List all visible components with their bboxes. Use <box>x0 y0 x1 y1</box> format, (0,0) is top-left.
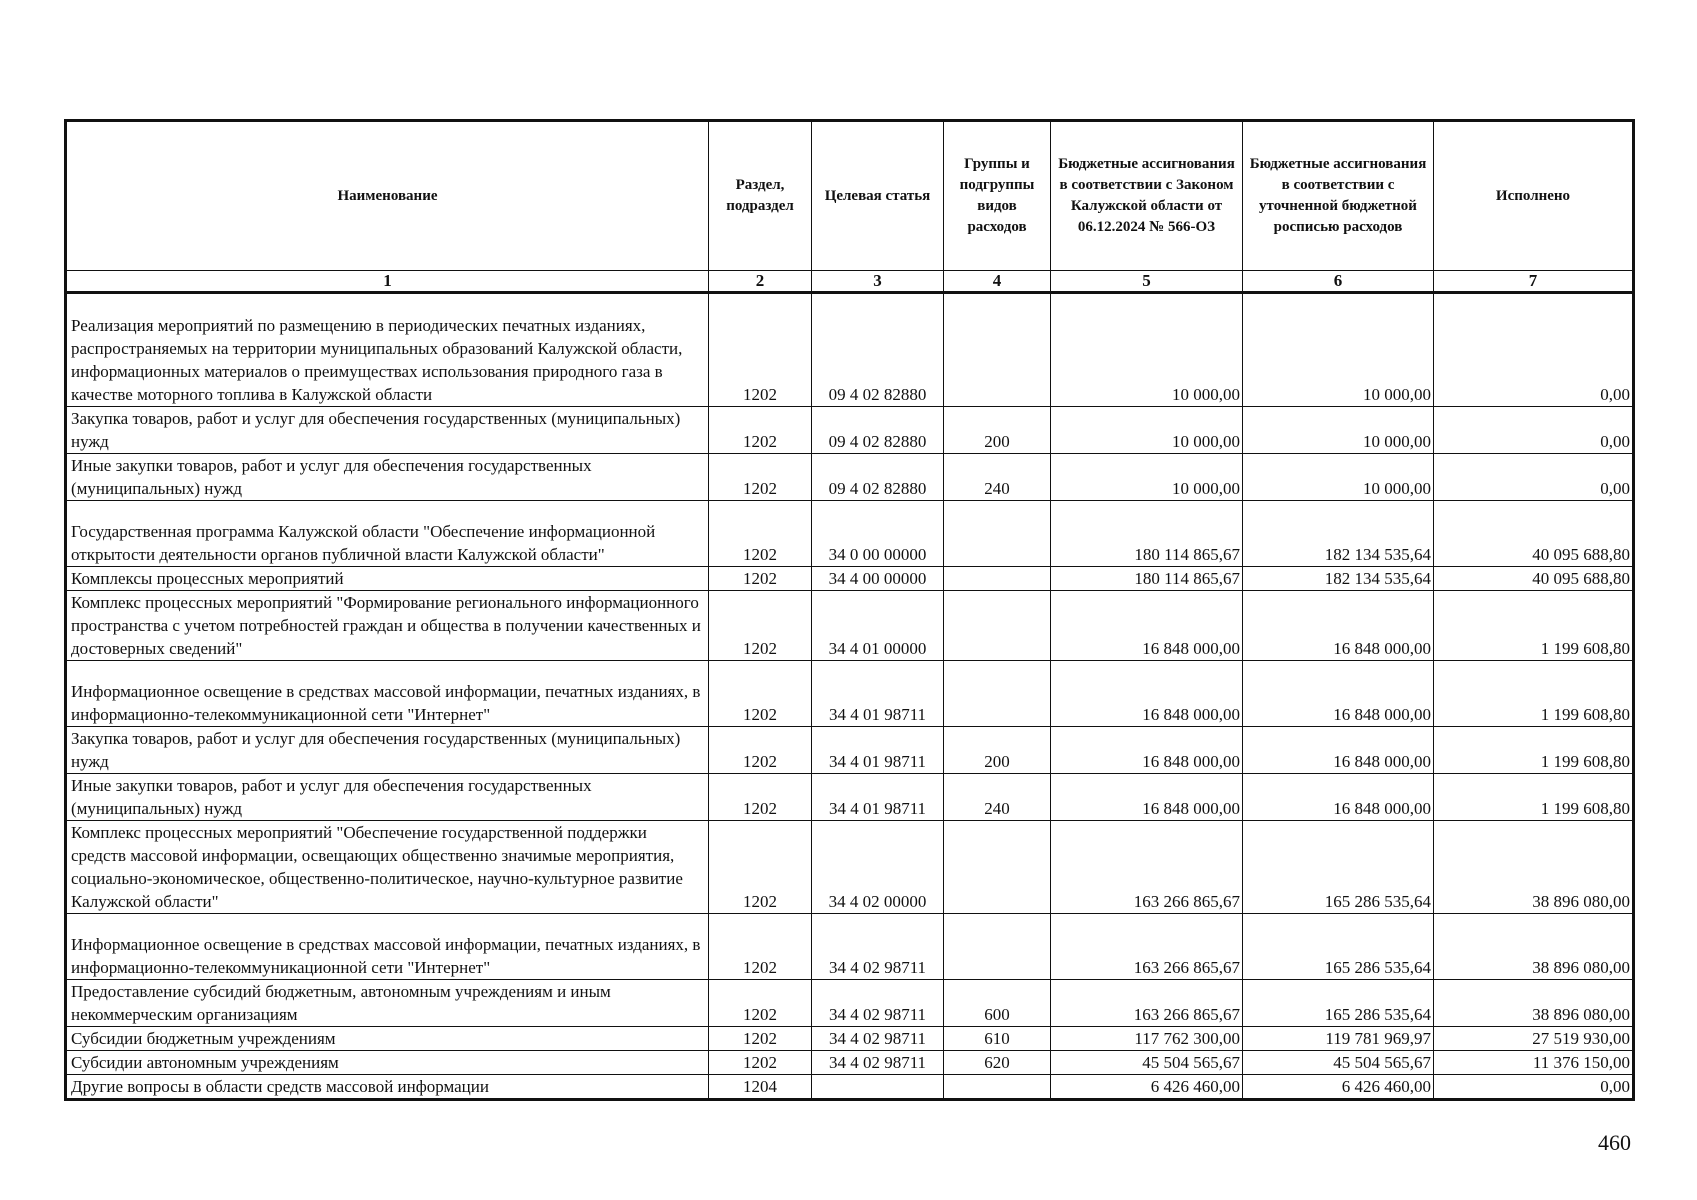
table-row <box>66 727 1634 774</box>
cell-article: 34 0 00 00000 <box>812 501 944 567</box>
cell-section: 1202 <box>709 407 812 454</box>
cell-refined-allocation: 119 781 969,97 <box>1243 1027 1434 1051</box>
cell-refined-allocation: 165 286 535,64 <box>1243 980 1434 1027</box>
cell-executed: 0,00 <box>1434 407 1634 454</box>
cell-law-allocation: 117 762 300,00 <box>1051 1027 1243 1051</box>
header-article: Целевая статья <box>812 121 944 271</box>
cell-executed: 1 199 608,80 <box>1434 727 1634 774</box>
cell-law-allocation: 16 848 000,00 <box>1051 591 1243 661</box>
table-row <box>66 980 1634 1027</box>
cell-group <box>944 914 1051 980</box>
cell-name: Комплекс процессных мероприятий "Обеспечение государственной поддержки средств массовой информации, освещающих общественно значимые мероприятия, социально-экономическое, общественно-политическое, научно-культурное развитие Калужской области" <box>66 821 709 914</box>
column-number: 7 <box>1434 271 1634 293</box>
cell-law-allocation: 180 114 865,67 <box>1051 501 1243 567</box>
cell-name: Другие вопросы в области средств массовой информации <box>66 1075 709 1100</box>
cell-article: 34 4 02 98711 <box>812 1051 944 1075</box>
cell-name: Закупка товаров, работ и услуг для обеспечения государственных (муниципальных) нужд <box>66 727 709 774</box>
cell-law-allocation: 10 000,00 <box>1051 407 1243 454</box>
cell-executed: 1 199 608,80 <box>1434 774 1634 821</box>
cell-law-allocation: 16 848 000,00 <box>1051 727 1243 774</box>
cell-law-allocation: 10 000,00 <box>1051 293 1243 407</box>
cell-refined-allocation: 16 848 000,00 <box>1243 661 1434 727</box>
cell-executed: 1 199 608,80 <box>1434 591 1634 661</box>
cell-refined-allocation: 10 000,00 <box>1243 293 1434 407</box>
header-executed: Исполнено <box>1434 121 1634 271</box>
cell-law-allocation: 163 266 865,67 <box>1051 980 1243 1027</box>
cell-section: 1202 <box>709 1051 812 1075</box>
table-row <box>66 591 1634 661</box>
cell-group: 240 <box>944 774 1051 821</box>
header-refined-allocation: Бюджетные ассигнования в соответствии с уточненной бюджетной росписью расходов <box>1243 121 1434 271</box>
cell-section: 1202 <box>709 567 812 591</box>
cell-refined-allocation: 16 848 000,00 <box>1243 774 1434 821</box>
cell-article: 34 4 00 00000 <box>812 567 944 591</box>
cell-group <box>944 501 1051 567</box>
cell-law-allocation: 10 000,00 <box>1051 454 1243 501</box>
cell-group: 600 <box>944 980 1051 1027</box>
cell-name: Иные закупки товаров, работ и услуг для обеспечения государственных (муниципальных) нужд <box>66 774 709 821</box>
column-number-row <box>66 271 1634 293</box>
cell-name: Комплекс процессных мероприятий "Формирование регионального информационного пространства с учетом потребностей граждан и общества в получении качественных и достоверных сведений" <box>66 591 709 661</box>
cell-refined-allocation: 165 286 535,64 <box>1243 914 1434 980</box>
cell-section: 1202 <box>709 454 812 501</box>
cell-executed: 0,00 <box>1434 293 1634 407</box>
cell-section: 1202 <box>709 1027 812 1051</box>
header-group: Группы и подгруппы видов расходов <box>944 121 1051 271</box>
cell-name: Субсидии автономным учреждениям <box>66 1051 709 1075</box>
column-number: 1 <box>66 271 709 293</box>
cell-group: 610 <box>944 1027 1051 1051</box>
cell-law-allocation: 163 266 865,67 <box>1051 821 1243 914</box>
cell-executed: 38 896 080,00 <box>1434 821 1634 914</box>
cell-name: Предоставление субсидий бюджетным, автономным учреждениям и иным некоммерческим организациям <box>66 980 709 1027</box>
column-number: 6 <box>1243 271 1434 293</box>
cell-law-allocation: 16 848 000,00 <box>1051 774 1243 821</box>
cell-executed: 0,00 <box>1434 454 1634 501</box>
column-number: 5 <box>1051 271 1243 293</box>
table-row <box>66 774 1634 821</box>
cell-refined-allocation: 10 000,00 <box>1243 454 1434 501</box>
column-number: 2 <box>709 271 812 293</box>
cell-executed: 40 095 688,80 <box>1434 501 1634 567</box>
table-body <box>66 293 1634 1100</box>
cell-name: Субсидии бюджетным учреждениям <box>66 1027 709 1051</box>
cell-name: Государственная программа Калужской области "Обеспечение информационной открытости деятельности органов публичной власти Калужской области" <box>66 501 709 567</box>
cell-section: 1202 <box>709 727 812 774</box>
cell-law-allocation: 180 114 865,67 <box>1051 567 1243 591</box>
cell-name: Информационное освещение в средствах массовой информации, печатных изданиях, в информационно-телекоммуникационной сети "Интернет" <box>66 914 709 980</box>
cell-refined-allocation: 6 426 460,00 <box>1243 1075 1434 1100</box>
cell-article: 34 4 01 00000 <box>812 591 944 661</box>
cell-section: 1204 <box>709 1075 812 1100</box>
header-law-allocation: Бюджетные ассигнования в соответствии с Законом Калужской области от 06.12.2024 № 566-ОЗ <box>1051 121 1243 271</box>
cell-name: Закупка товаров, работ и услуг для обеспечения государственных (муниципальных) нужд <box>66 407 709 454</box>
cell-group <box>944 661 1051 727</box>
cell-name: Информационное освещение в средствах массовой информации, печатных изданиях, в информационно-телекоммуникационной сети "Интернет" <box>66 661 709 727</box>
cell-group: 200 <box>944 407 1051 454</box>
table-row <box>66 914 1634 980</box>
cell-section: 1202 <box>709 501 812 567</box>
cell-group: 620 <box>944 1051 1051 1075</box>
cell-article: 34 4 01 98711 <box>812 774 944 821</box>
header-section: Раздел, подраздел <box>709 121 812 271</box>
cell-article: 34 4 02 00000 <box>812 821 944 914</box>
cell-article: 09 4 02 82880 <box>812 454 944 501</box>
header-row <box>66 121 1634 271</box>
cell-article: 09 4 02 82880 <box>812 293 944 407</box>
cell-refined-allocation: 10 000,00 <box>1243 407 1434 454</box>
table-row <box>66 1051 1634 1075</box>
cell-group <box>944 567 1051 591</box>
cell-executed: 38 896 080,00 <box>1434 914 1634 980</box>
table-row <box>66 1027 1634 1051</box>
table-row <box>66 661 1634 727</box>
page-number: 460 <box>1598 1130 1631 1155</box>
cell-article <box>812 1075 944 1100</box>
header-name: Наименование <box>66 121 709 271</box>
cell-group <box>944 293 1051 407</box>
cell-group <box>944 591 1051 661</box>
table-row <box>66 454 1634 501</box>
cell-section: 1202 <box>709 591 812 661</box>
cell-name: Реализация мероприятий по размещению в периодических печатных изданиях, распространяемых на территории муниципальных образований Калужской области, информационных материалов о преимуществах использования природного газа в качестве моторного топлива в Калужской области <box>66 293 709 407</box>
cell-executed: 1 199 608,80 <box>1434 661 1634 727</box>
cell-law-allocation: 163 266 865,67 <box>1051 914 1243 980</box>
cell-law-allocation: 45 504 565,67 <box>1051 1051 1243 1075</box>
cell-executed: 27 519 930,00 <box>1434 1027 1634 1051</box>
cell-law-allocation: 6 426 460,00 <box>1051 1075 1243 1100</box>
cell-refined-allocation: 182 134 535,64 <box>1243 501 1434 567</box>
cell-executed: 11 376 150,00 <box>1434 1051 1634 1075</box>
cell-article: 34 4 02 98711 <box>812 914 944 980</box>
cell-name: Иные закупки товаров, работ и услуг для обеспечения государственных (муниципальных) нужд <box>66 454 709 501</box>
cell-law-allocation: 16 848 000,00 <box>1051 661 1243 727</box>
table-row <box>66 567 1634 591</box>
cell-group <box>944 821 1051 914</box>
table-row <box>66 1075 1634 1100</box>
cell-group: 200 <box>944 727 1051 774</box>
cell-section: 1202 <box>709 914 812 980</box>
cell-section: 1202 <box>709 293 812 407</box>
table-row <box>66 821 1634 914</box>
cell-article: 34 4 01 98711 <box>812 727 944 774</box>
column-number: 4 <box>944 271 1051 293</box>
cell-group <box>944 1075 1051 1100</box>
cell-executed: 40 095 688,80 <box>1434 567 1634 591</box>
cell-refined-allocation: 16 848 000,00 <box>1243 591 1434 661</box>
cell-refined-allocation: 182 134 535,64 <box>1243 567 1434 591</box>
cell-refined-allocation: 16 848 000,00 <box>1243 727 1434 774</box>
column-number: 3 <box>812 271 944 293</box>
cell-group: 240 <box>944 454 1051 501</box>
budget-table <box>64 119 1635 1101</box>
cell-executed: 0,00 <box>1434 1075 1634 1100</box>
cell-article: 09 4 02 82880 <box>812 407 944 454</box>
cell-section: 1202 <box>709 661 812 727</box>
cell-name: Комплексы процессных мероприятий <box>66 567 709 591</box>
table-row <box>66 501 1634 567</box>
cell-article: 34 4 01 98711 <box>812 661 944 727</box>
table-row <box>66 293 1634 407</box>
cell-section: 1202 <box>709 774 812 821</box>
table-row <box>66 407 1634 454</box>
cell-article: 34 4 02 98711 <box>812 1027 944 1051</box>
cell-refined-allocation: 165 286 535,64 <box>1243 821 1434 914</box>
cell-executed: 38 896 080,00 <box>1434 980 1634 1027</box>
cell-article: 34 4 02 98711 <box>812 980 944 1027</box>
cell-section: 1202 <box>709 821 812 914</box>
cell-section: 1202 <box>709 980 812 1027</box>
cell-refined-allocation: 45 504 565,67 <box>1243 1051 1434 1075</box>
